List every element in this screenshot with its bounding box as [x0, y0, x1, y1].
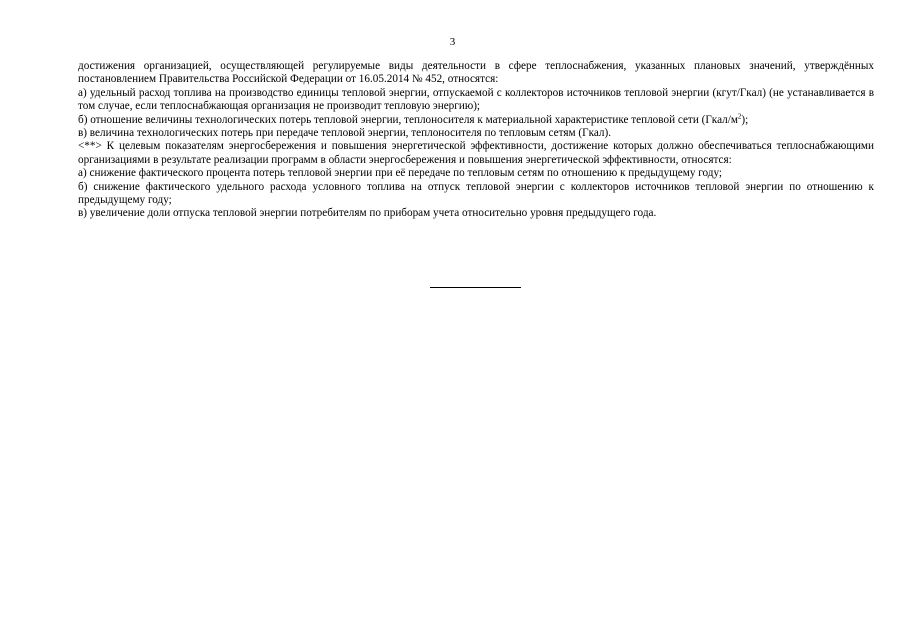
paragraph-intro: достижения организацией, осуществляющей регулируемые виды деятельности в сфере теплоснабжения, указанных плановых значений, утверждённых постановлением Правительства Российской Федерации от 16.05.2014 № 452, относятся:	[78, 60, 874, 86]
footnote-target-indicators: <**> К целевым показателям энергосбережения и повышения энергетической эффективности, достижение которых должно обеспечиваться теплоснабжающими организациями в результате реализации программ в области энергосбережения и повышения энергетической эффективности, относятся:	[78, 140, 874, 166]
paragraph-item-b-loss-ratio	[78, 111, 874, 127]
superscript-two: 2	[737, 111, 742, 120]
paragraph-item-b-end: );	[741, 113, 749, 126]
paragraph-item-a-fuel-rate: а) удельный расход топлива на производство единицы тепловой энергии, отпускаемой с коллекторов источников тепловой энергии (кгут/Гкал) (не устанавливается в том случае, если теплоснабжающая организация не производит тепловую энергию);	[78, 86, 874, 113]
paragraph-target-a: а) снижение фактического процента потерь тепловой энергии при её передаче по тепловым сетям по отношению к предыдущему году;	[78, 167, 723, 180]
end-divider-line	[430, 287, 521, 288]
paragraph-target-b: б) снижение фактического удельного расхода условного топлива на отпуск тепловой энергии с коллекторов источников тепловой энергии по отношению к предыдущему году;	[78, 180, 874, 207]
page-number: 3	[449, 36, 456, 48]
paragraph-item-c-technological-losses: в) величина технологических потерь при передаче тепловой энергии, теплоносителя по тепловым сетям (Гкал).	[78, 127, 612, 140]
paragraph-item-b-text: б) отношение величины технологических потерь тепловой энергии, теплоносителя к материальной характеристике тепловой сети (Гкал/м	[78, 113, 738, 126]
paragraph-target-c: в) увеличение доли отпуска тепловой энергии потребителям по приборам учета относительно уровня предыдущего года.	[78, 207, 657, 220]
body-text	[78, 60, 874, 221]
